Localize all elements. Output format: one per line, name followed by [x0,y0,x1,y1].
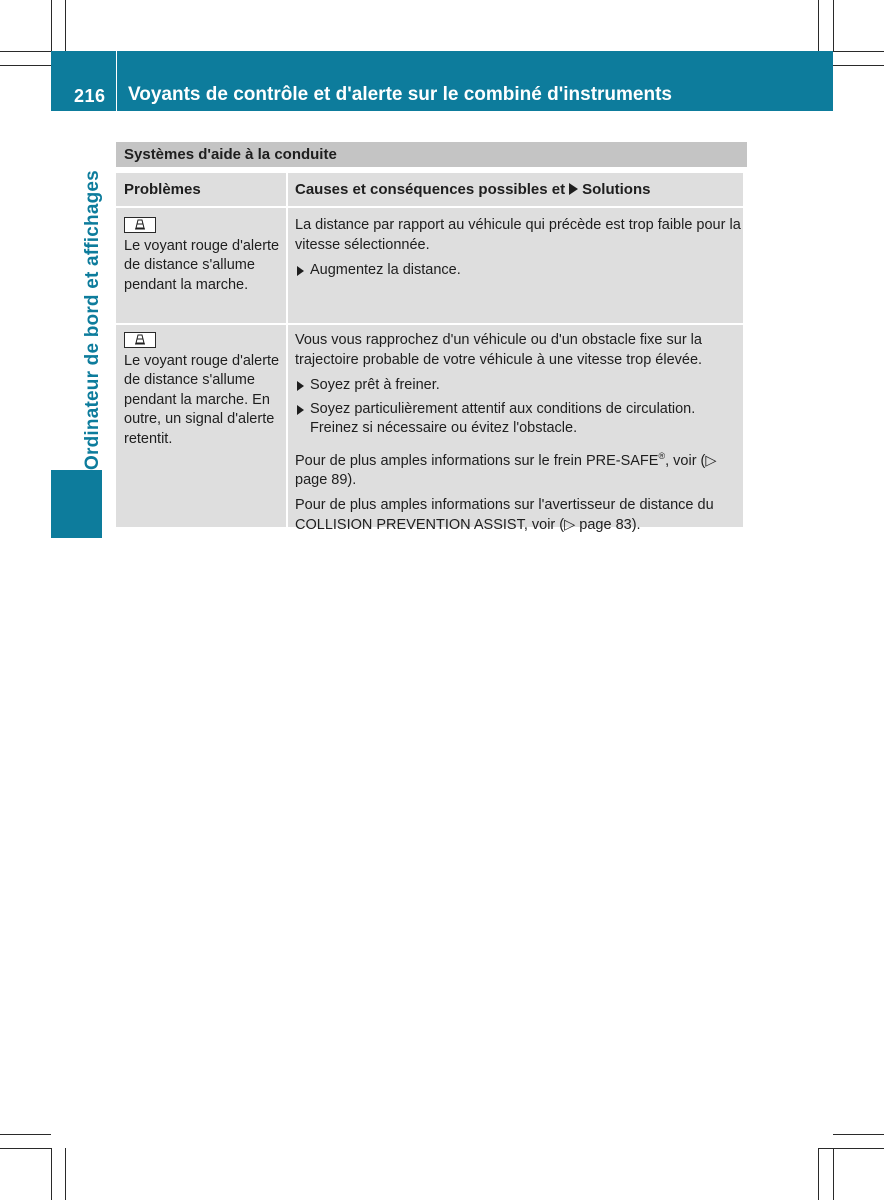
crop-mark [833,65,884,66]
column-header-causes-suffix: Solutions [582,181,651,198]
crop-mark [0,1134,51,1135]
cause-cell [288,208,743,323]
distance-warning-icon [124,332,156,348]
crop-mark [818,0,819,51]
side-chapter-label: Ordinateur de bord et affichages [82,170,103,470]
note-collision-prevention: Pour de plus amples informations sur l'avertisseur de distance du COLLISION PREVENTION ASSIST, voir (▷ page 83). [295,497,714,533]
problem-cell [116,325,286,527]
crop-mark [0,51,51,52]
header-divider [116,51,117,111]
distance-warning-icon [124,217,156,233]
cause-text: La distance par rapport au véhicule qui précède est trop faible pour la vitesse sélectionnée. [295,217,741,253]
crop-mark [65,1148,66,1200]
distance-warning-icon-glyph [133,218,147,230]
action-item: Soyez prêt à freiner. [295,376,743,396]
crop-mark [833,1134,884,1135]
crop-mark [818,1148,884,1149]
table-row [116,325,747,533]
crop-mark [65,0,66,51]
section-header: Systèmes d'aide à la conduite [116,142,747,167]
side-chapter-tab [51,470,102,538]
page-number: 216 [74,86,106,106]
cause-cell [288,325,743,533]
registered-mark: ® [658,450,666,461]
note-pre-safe [295,447,743,491]
arrow-right-icon [569,183,578,195]
crop-mark [51,0,52,51]
action-item: Soyez particulièrement attentif aux conditions de circulation. Freinez si nécessaire ou évitez l'obstacle. [295,400,743,439]
crop-mark [833,51,884,52]
crop-mark [0,65,51,66]
action-item: Augmentez la distance. [295,261,743,281]
column-header-problems: Problèmes [116,173,286,206]
table-header-row [116,173,747,206]
distance-warning-icon-glyph [133,333,147,345]
problem-text: Le voyant rouge d'alerte de distance s'allume pendant la marche. En outre, un signal d'alerte retentit. [124,352,280,447]
crop-mark [833,0,834,51]
column-header-causes-prefix: Causes et conséquences possibles et [295,181,566,198]
cause-text: Vous vous rapprochez d'un véhicule ou d'un obstacle fixe sur la trajectoire probable de votre véhicule à une vitesse trop élevée. [295,332,703,368]
note-pre-safe-suffix: , voir (▷ page 89). [295,452,717,488]
table-row [116,208,747,323]
problem-cell [116,208,286,323]
crop-mark [0,1148,51,1149]
column-header-causes [288,173,743,206]
warning-table [116,142,747,533]
problem-text: Le voyant rouge d'alerte de distance s'allume pendant la marche. [124,237,280,293]
crop-mark [51,1148,52,1200]
page-title: Voyants de contrôle et d'alerte sur le combiné d'instruments [128,84,672,105]
crop-mark [833,1148,834,1200]
side-chapter-title [78,152,108,488]
note-pre-safe-prefix: Pour de plus amples informations sur le frein PRE-SAFE [295,452,659,469]
crop-mark [818,1148,819,1200]
